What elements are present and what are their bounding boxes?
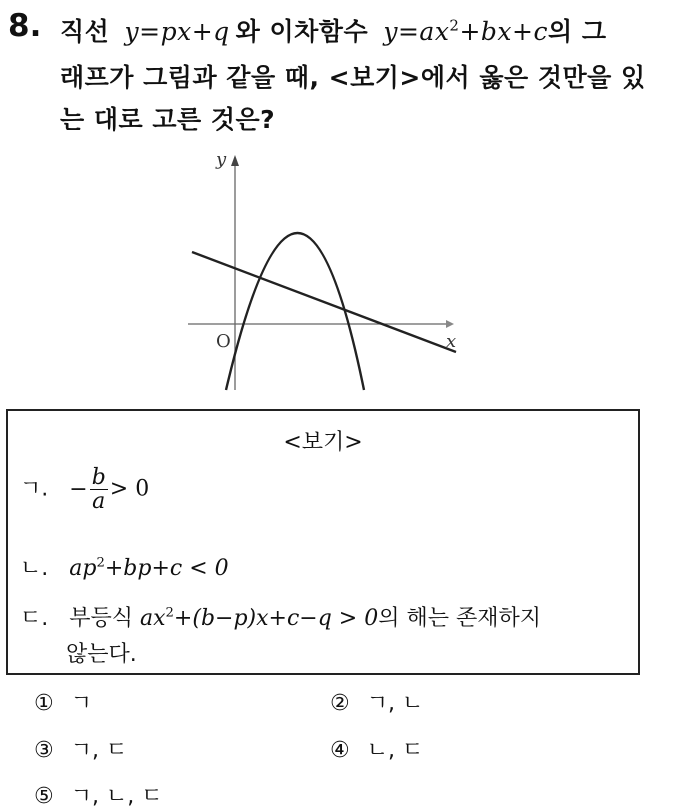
x-axis-label: x	[446, 331, 457, 352]
minus-sign: −	[69, 476, 88, 502]
answer-choice-4[interactable]	[330, 733, 423, 764]
bogi-item-label: ㄴ.	[20, 556, 49, 581]
choice-text: ㄱ, ㄴ	[366, 691, 424, 716]
question-text: 와 이차함수	[235, 17, 369, 46]
quadratic-equation-part: y=ax	[383, 17, 450, 46]
expression-part: ap	[69, 556, 97, 581]
denominator: a	[92, 489, 106, 515]
parabola-graph	[226, 233, 364, 390]
expression-part: +bp+c < 0	[104, 556, 229, 581]
choice-mark: ③	[34, 738, 54, 763]
bogi-box	[6, 409, 640, 675]
choice-mark: ⑤	[34, 784, 54, 809]
answer-choice-3[interactable]	[34, 733, 127, 764]
bogi-item-2	[20, 551, 229, 582]
bogi-title: <보기>	[283, 430, 363, 455]
inequality: > 0	[109, 476, 150, 502]
y-axis-arrow-icon	[231, 155, 239, 166]
question-line-1	[60, 12, 606, 48]
bogi-item-1	[20, 466, 149, 513]
answer-choice-5[interactable]	[34, 779, 162, 810]
question-line-2: 래프가 그림과 같을 때, <보기>에서 옳은 것만을 있	[60, 63, 646, 92]
choice-text: ㄱ	[70, 691, 92, 716]
exponent: 2	[165, 605, 174, 621]
choice-text: ㄴ, ㄷ	[366, 738, 424, 763]
question-line-3: 는 대로 고른 것은?	[60, 105, 276, 134]
choice-mark: ①	[34, 691, 54, 716]
bogi-item-label: ㄷ.	[20, 606, 49, 631]
bogi-item-text: 부등식	[69, 606, 140, 631]
choice-mark: ②	[330, 691, 350, 716]
answer-choice-2[interactable]	[330, 686, 423, 717]
bogi-item-label: ㄱ.	[20, 476, 49, 502]
expression-part: ax	[140, 606, 166, 631]
answer-choice-1[interactable]	[34, 686, 92, 717]
choice-mark: ④	[330, 738, 350, 763]
quadratic-equation-part: +bx+c	[459, 17, 548, 46]
question-number: 8.	[8, 8, 42, 44]
bogi-item-3-continuation: 않는다.	[66, 642, 137, 667]
question-text: 의 그	[547, 17, 607, 46]
choice-text: ㄱ, ㄷ	[70, 738, 128, 763]
exponent: 2	[96, 555, 105, 571]
numerator: b	[91, 465, 106, 490]
fraction	[90, 466, 108, 513]
linear-equation: y=px+q	[124, 17, 230, 46]
function-graph	[176, 140, 466, 395]
expression-part: +(b−p)x+c−q > 0	[173, 606, 379, 631]
line-graph	[192, 252, 456, 352]
exponent: 2	[449, 16, 460, 35]
choice-text: ㄱ, ㄴ, ㄷ	[70, 784, 163, 809]
bogi-item-text: 의 해는 존재하지	[378, 606, 541, 631]
bogi-item-3	[20, 601, 541, 632]
x-axis-arrow-icon	[446, 320, 454, 328]
y-axis-label: y	[216, 149, 227, 170]
question-text: 직선	[60, 17, 110, 46]
origin-label: O	[216, 331, 231, 352]
